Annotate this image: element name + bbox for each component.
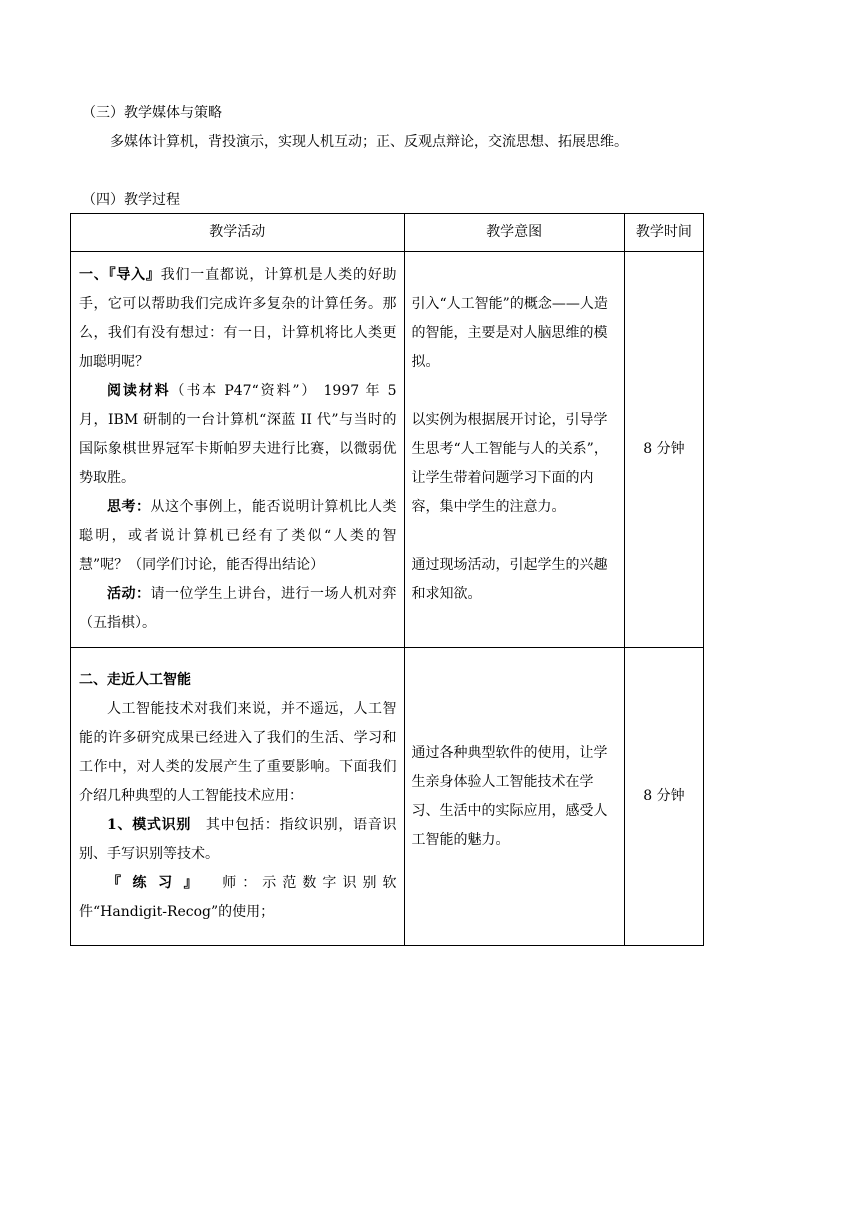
section-heading-process: （四）教学过程	[82, 192, 180, 208]
intro-label: 一、『导入』	[79, 267, 161, 283]
table-row	[71, 648, 704, 946]
section-heading-media: （三）教学媒体与策略	[82, 105, 222, 121]
table-row	[71, 252, 704, 648]
pattern-paragraph	[79, 811, 397, 869]
activity-cell-intro	[71, 252, 405, 648]
header-intent: 教学意图	[404, 214, 624, 252]
activity-label: 活动：	[107, 586, 151, 602]
reading-text: （书本 P47“资料”） 1997 年 5 月，IBM 研制的一台计算机“深蓝 II 代”与当时的国际象棋世界冠军卡斯帕罗夫进行比赛，以微弱优势取胜。	[79, 383, 397, 486]
practice-paragraph	[79, 869, 397, 927]
time-cell-intro: 8 分钟	[624, 252, 703, 648]
intent-concept: 引入“人工智能”的概念——人造的智能，主要是对人脑思维的模拟。	[411, 296, 608, 370]
intro-text: 我们一直都说，计算机是人类的好助手，它可以帮助我们完成许多复杂的计算任务。那么，我们有没有想过：有一日，计算机将比人类更加聪明呢？	[79, 267, 397, 370]
activity-cell-ai	[71, 648, 405, 946]
activity-paragraph	[79, 580, 397, 638]
activity-text: 请一位学生上讲台，进行一场人机对弈（五指棋）。	[79, 586, 397, 631]
header-time: 教学时间	[624, 214, 703, 252]
intent-discussion: 以实例为根据展开讨论，引导学生思考“人工智能与人的关系”，让学生带着问题学习下面的内容，集中学生的注意力。	[411, 412, 608, 515]
time-cell-ai: 8 分钟	[624, 648, 703, 946]
intro-paragraph	[79, 261, 397, 377]
think-paragraph	[79, 493, 397, 580]
practice-text: 师：示范数字识别软件“Handigit-Recog”的使用；	[79, 875, 397, 920]
think-label: 思考：	[107, 499, 151, 515]
intent-cell-ai: 通过各种典型软件的使用，让学生亲身体验人工智能技术在学习、生活中的实际应用，感受人工智能的魅力。	[404, 648, 624, 946]
table-header-row	[71, 214, 704, 252]
ai-intro-paragraph: 人工智能技术对我们来说，并不遥远，人工智能的许多研究成果已经进入了我们的生活、学习和工作中，对人类的发展产生了重要影响。下面我们介绍几种典型的人工智能技术应用：	[79, 701, 397, 804]
pattern-label: 1、模式识别	[107, 817, 192, 833]
practice-label: 『练习』	[107, 875, 203, 891]
think-text: 从这个事例上，能否说明计算机比人类聪明，或者说计算机已经有了类似“人类的智慧”呢？（同学们讨论，能否得出结论）	[79, 499, 397, 573]
pattern-text: 其中包括：指纹识别，语音识别、手写识别等技术。	[79, 817, 397, 862]
reading-label: 阅读材料	[107, 383, 171, 399]
teaching-process-table	[70, 213, 704, 946]
intent-cell-intro	[404, 252, 624, 648]
reading-paragraph	[79, 377, 397, 493]
header-activity: 教学活动	[71, 214, 405, 252]
ai-section-title: 二、走近人工智能	[79, 672, 191, 688]
media-strategy-text: 多媒体计算机，背投演示，实现人机互动；正、反观点辩论，交流思想、拓展思维。	[110, 134, 628, 150]
intent-activity: 通过现场活动，引起学生的兴趣和求知欲。	[411, 557, 608, 602]
